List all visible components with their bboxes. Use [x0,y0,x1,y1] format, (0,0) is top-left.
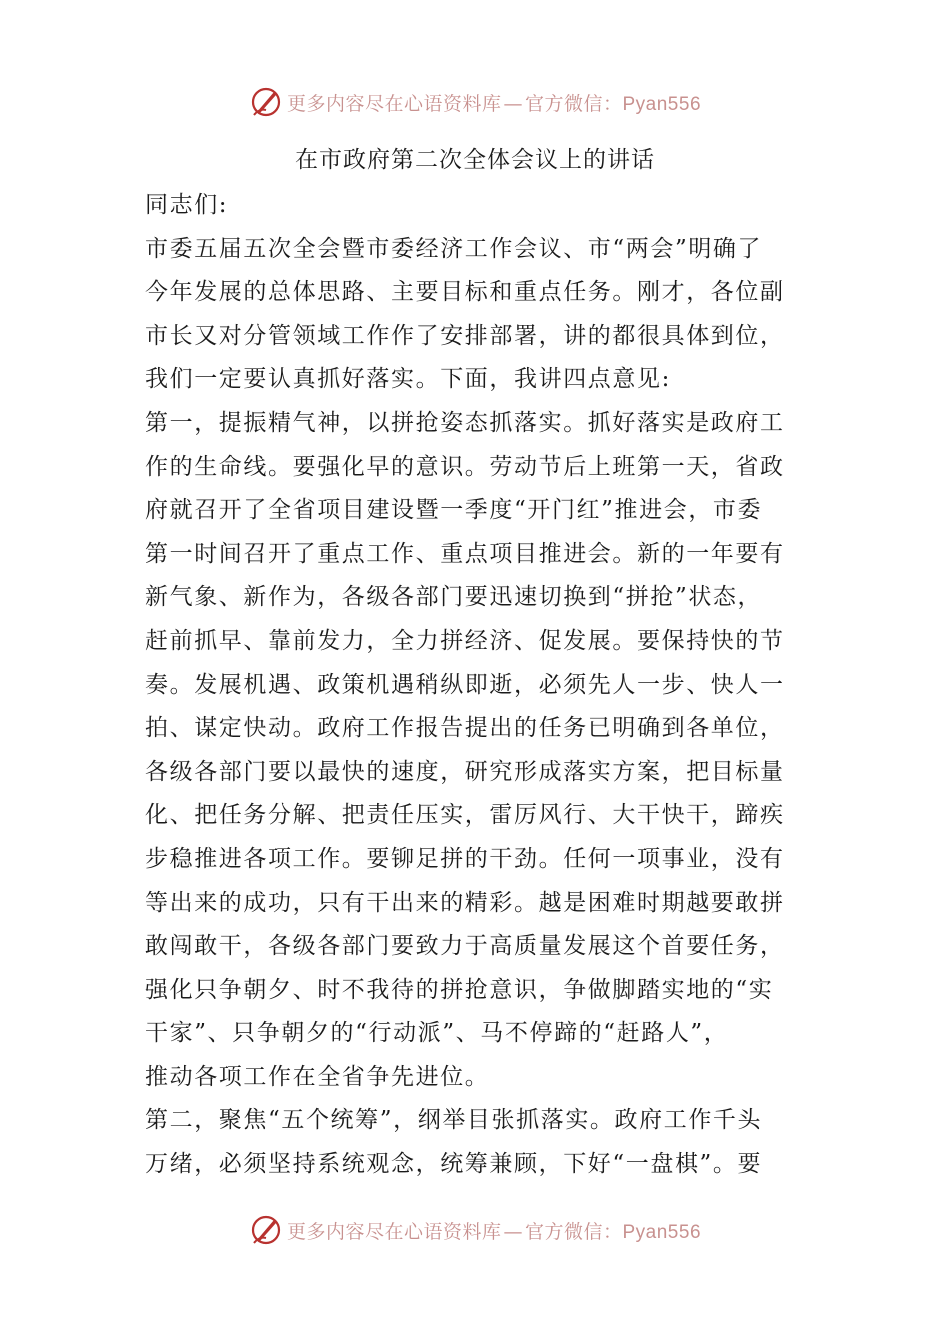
body-line: 步稳推进各项工作。要铆足拼的干劲。任何一项事业，没有 [145,845,785,872]
body-line: 第一时间召开了重点工作、重点项目推进会。新的一年要有 [145,540,785,567]
body-line: 敢闯敢干，各级各部门要致力于高质量发展这个首要任务， [145,933,785,960]
quill-logo-icon [249,1213,283,1247]
document-title: 在市政府第二次全体会议上的讲话 [295,147,655,173]
body-line: 府就召开了全省项目建设暨一季度“开门红”推进会，市委 [145,497,763,524]
banner-contact-id: Pyan556 [622,93,702,115]
banner-slogan: 更多内容尽在心语资料库 [286,1220,502,1243]
banner-contact-label: 官方微信： [524,1220,623,1243]
body-line: 赶前抓早、靠前发力，全力拼经济、促发展。要保持快的节 [145,627,785,654]
body-line: 我们一定要认真抓好落实。下面，我讲四点意见: [145,366,671,393]
header-watermark-banner [0,82,950,122]
body-line: 第一，提振精气神，以拼抢姿态抓落实。抓好落实是政府工 [145,409,785,436]
body-line: 推动各项工作在全省争先进位。 [145,1063,490,1090]
quill-logo-icon [249,85,283,119]
body-line: 第二，聚焦“五个统筹”，纲举目张抓落实。政府工作千头 [145,1107,763,1134]
body-line: 各级各部门要以最快的速度，研究形成落实方案，把目标量 [145,758,785,785]
body-line: 强化只争朝夕、时不我待的拼抢意识，争做脚踏实地的“实 [145,976,774,1003]
body-line: 市长又对分管领域工作作了安排部署，讲的都很具体到位， [145,322,785,349]
body-line: 干家”、只争朝夕的“行动派”、马不停蹄的“赶路人”， [145,1020,729,1047]
body-line: 拍、谋定快动。政府工作报告提出的任务已明确到各单位， [145,715,785,742]
banner-contact-label: 官方微信： [524,92,623,115]
body-line: 奏。发展机遇、政策机遇稍纵即逝，必须先人一步、快人一 [145,671,785,698]
banner-text [287,89,701,116]
body-line: 今年发展的总体思路、主要目标和重点任务。刚才，各位副 [145,279,785,306]
body-line: 作的生命线。要强化早的意识。劳动节后上班第一天，省政 [145,453,785,480]
body-line: 化、把任务分解、把责任压实，雷厉风行、大干快干，蹄疾 [145,802,785,829]
document-body [145,184,815,1187]
body-line: 市委五届五次全会暨市委经济工作会议、市“两会”明确了 [145,235,763,262]
banner-text [287,1217,701,1244]
body-line: 万绪，必须坚持系统观念，统筹兼顾，下好“一盘棋”。要 [145,1151,763,1178]
banner-separator: — [503,92,523,115]
banner-slogan: 更多内容尽在心语资料库 [286,92,502,115]
banner-contact-id: Pyan556 [622,1221,702,1243]
footer-watermark-banner [0,1210,950,1250]
body-line: 同志们: [145,192,229,218]
body-line: 等出来的成功，只有干出来的精彩。越是困难时期越要敢拼 [145,889,785,916]
body-line: 新气象、新作为，各级各部门要迅速切换到“拼抢”状态， [145,584,763,611]
banner-separator: — [503,1220,523,1243]
